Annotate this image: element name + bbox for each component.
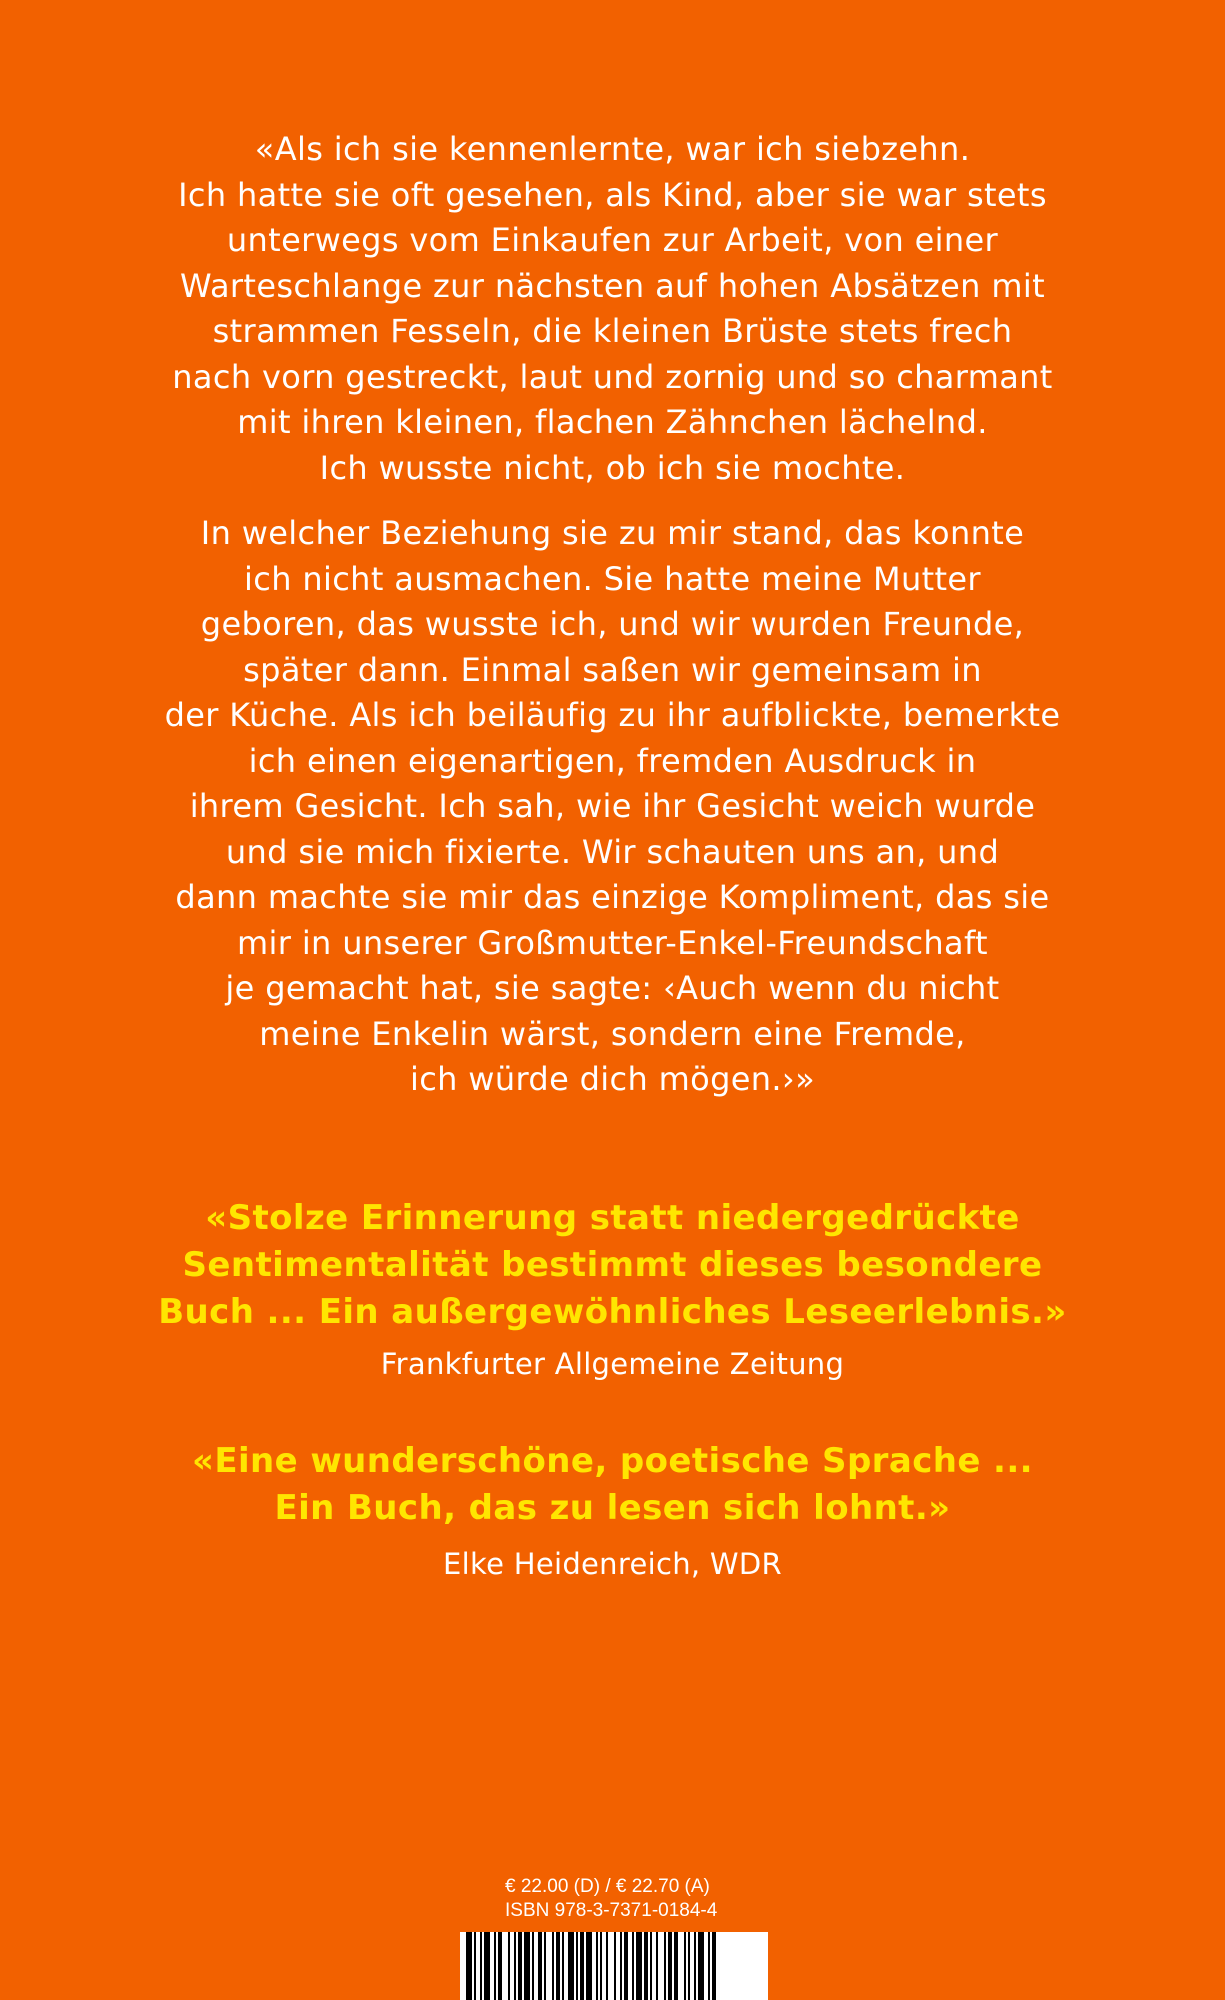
barcode-bar	[480, 1932, 482, 2000]
excerpt-line: dann machte sie mir das einzige Kompliment, das sie	[175, 878, 1050, 916]
barcode-bar	[586, 1932, 592, 2000]
barcode-bar	[552, 1932, 554, 2000]
excerpt-line: strammen Fesseln, die kleinen Brüste stets frech	[212, 312, 1013, 350]
barcode-bar	[494, 1932, 496, 2000]
review-wdr	[60, 1438, 1165, 1584]
barcode-bar	[508, 1932, 510, 2000]
review-quote-line: Buch ... Ein außergewöhnliches Leseerlebnis.»	[158, 1292, 1067, 1332]
barcode-bar	[532, 1932, 534, 2000]
excerpt-line: meine Enkelin wärst, sondern eine Fremde,	[259, 1014, 966, 1053]
excerpt-line: mir in unserer Großmutter-Enkel-Freundschaft	[237, 923, 988, 962]
excerpt-line: ich würde dich mögen.›»	[409, 1060, 816, 1098]
barcode-bar	[664, 1932, 666, 2000]
barcode-bar	[712, 1932, 716, 2000]
barcode-bar	[518, 1932, 522, 2000]
excerpt-line: unterwegs vom Einkaufen zur Arbeit, von einer	[226, 221, 999, 259]
review-quote	[60, 1195, 1165, 1336]
excerpt-line: Warteschlange zur nächsten auf hohen Absätzen mit	[180, 266, 1045, 305]
barcode-bar	[600, 1932, 602, 2000]
barcode-bar	[538, 1932, 542, 2000]
excerpt-line: später dann. Einmal saßen wir gemeinsam in	[243, 650, 982, 689]
excerpt-line: je gemacht hat, sie sagte: ‹Auch wenn du nicht	[225, 969, 1000, 1007]
excerpt-paragraph-2	[90, 511, 1135, 1103]
excerpt-line: In welcher Beziehung sie zu mir stand, das konnte	[200, 514, 1025, 552]
barcode-bar	[698, 1932, 704, 2000]
excerpt-line: ihrem Gesicht. Ich sah, wie ihr Gesicht weich wurde	[189, 787, 1036, 825]
review-quote-line: Ein Buch, das zu lesen sich lohnt.»	[274, 1488, 951, 1528]
excerpt-paragraph-1	[90, 127, 1135, 491]
barcode-bar	[498, 1932, 502, 2000]
review-quote-line: Sentimentalität bestimmt dieses besondere	[182, 1245, 1043, 1285]
barcode-bar	[544, 1932, 546, 2000]
barcode-bar	[684, 1932, 686, 2000]
barcode-bar	[606, 1932, 608, 2000]
barcode-bar	[576, 1932, 578, 2000]
excerpt-line: geboren, das wusste ich, und wir wurden Freunde,	[200, 605, 1025, 643]
barcode-bar	[624, 1932, 628, 2000]
barcode-bar	[562, 1932, 564, 2000]
price-isbn-block	[505, 1875, 805, 1923]
excerpt-line: Ich wusste nicht, ob ich sie mochte.	[319, 448, 906, 487]
barcode-bar	[514, 1932, 516, 2000]
review-source: Frankfurter Allgemeine Zeitung	[380, 1347, 845, 1381]
review-quote	[60, 1438, 1165, 1532]
barcode-bar	[674, 1932, 678, 2000]
barcode-image	[460, 1932, 768, 2000]
barcode-bar	[596, 1932, 598, 2000]
excerpt-line: der Küche. Als ich beiläufig zu ihr aufblickte, bemerkte	[164, 696, 1061, 734]
barcode-bar	[650, 1932, 652, 2000]
barcode-bar	[580, 1932, 584, 2000]
barcode-bar	[644, 1932, 648, 2000]
excerpt-line: und sie mich fixierte. Wir schauten uns an, und	[225, 832, 1000, 871]
barcode-bar	[474, 1932, 476, 2000]
excerpt-line: Ich hatte sie oft gesehen, als Kind, aber sie war stets	[178, 175, 1047, 214]
barcode-bar	[688, 1932, 690, 2000]
barcode-bar	[466, 1932, 472, 2000]
review-quote-line: «Eine wunderschöne, poetische Sprache ...	[192, 1441, 1033, 1481]
excerpt-line: «Als ich sie kennenlernte, war ich siebzehn.	[254, 130, 971, 168]
excerpt-line: mit ihren kleinen, flachen Zähnchen lächelnd.	[237, 403, 988, 441]
barcode-bar	[524, 1932, 530, 2000]
review-faz	[60, 1195, 1165, 1384]
excerpt-line: ich nicht ausmachen. Sie hatte meine Mutter	[244, 559, 981, 598]
review-source: Elke Heidenreich, WDR	[443, 1547, 782, 1581]
barcode-bar	[568, 1932, 574, 2000]
barcode-bar	[694, 1932, 696, 2000]
excerpt-line: nach vorn gestreckt, laut und zornig und so charmant	[172, 357, 1053, 396]
barcode-bar	[656, 1932, 658, 2000]
barcode-bar	[668, 1932, 672, 2000]
excerpt-line: ich einen eigenartigen, fremden Ausdruck in	[248, 741, 977, 780]
barcode-bar	[484, 1932, 490, 2000]
barcode-bar	[632, 1932, 634, 2000]
isbn-label: ISBN 978-3-7371-0184-4	[505, 1900, 718, 1921]
review-quote-line: «Stolze Erinnerung statt niedergedrückte	[205, 1198, 1020, 1238]
barcode-bar	[636, 1932, 642, 2000]
barcode-bar	[620, 1932, 622, 2000]
price-label: € 22.00 (D) / € 22.70 (A)	[505, 1876, 710, 1897]
barcode-bar	[614, 1932, 616, 2000]
barcode-graphic	[460, 1932, 768, 2000]
barcode-bar	[708, 1932, 710, 2000]
barcode-bar	[556, 1932, 560, 2000]
